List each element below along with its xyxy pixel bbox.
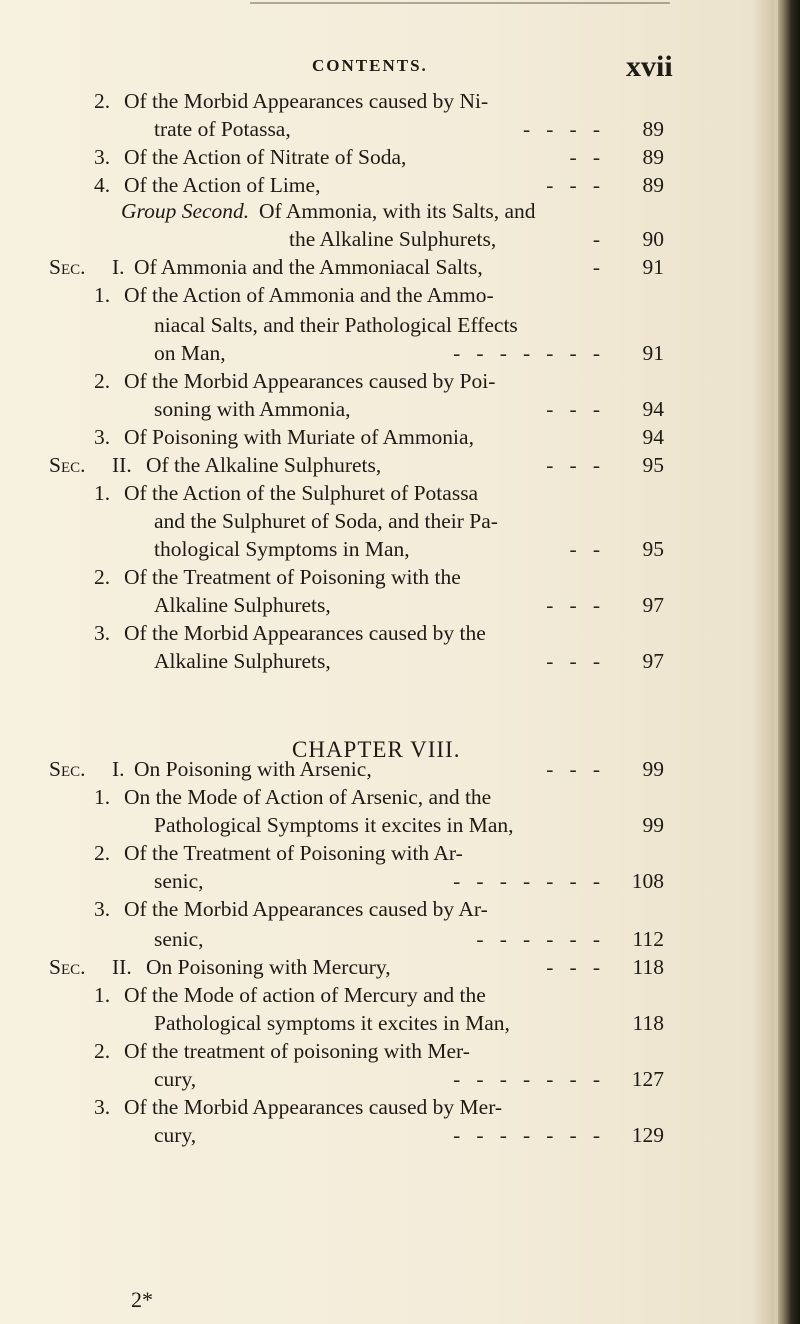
entry-text: Of the Treatment of Poisoning with Ar- [124, 841, 463, 865]
entry-text: Pathological symptoms it excites in Man, [154, 1011, 510, 1035]
entry-text: on Man, [154, 341, 226, 365]
dot-leader: - - - [546, 173, 600, 197]
entry-text: and the Sulphuret of Soda, and their Pa- [154, 509, 498, 533]
running-title: CONTENTS. [312, 56, 428, 75]
entry-text: Alkaline Sulphurets, [154, 649, 331, 673]
entry-number: 1. [94, 283, 111, 307]
dot-leader: - - - [546, 397, 600, 421]
page-reference: 129 [631, 1123, 664, 1147]
page-number: xvii [626, 50, 673, 83]
page-reference: 118 [632, 1011, 664, 1035]
page-reference: 127 [631, 1067, 664, 1091]
entry-text: Of the Treatment of Poisoning with the [124, 565, 461, 589]
entry-text: Of the Morbid Appearances caused by the [124, 621, 486, 645]
entry-text: Of the Mode of action of Mercury and the [124, 983, 486, 1007]
entry-text: Of the Action of Nitrate of Soda, [124, 145, 407, 169]
page-reference: 91 [642, 255, 664, 279]
entry-text: senic, [154, 869, 204, 893]
dot-leader: - - - - [522, 117, 600, 141]
group-label: Group Second. [121, 199, 250, 223]
toc-entry [0, 366, 800, 396]
entry-text: Of the Action of Ammonia and the Ammo- [124, 283, 494, 307]
toc-entry [0, 1036, 800, 1066]
toc-entry [0, 394, 800, 424]
toc-entry [0, 310, 800, 340]
section-roman-numeral: II. [112, 453, 132, 477]
toc-entry [0, 618, 800, 648]
entry-number: 1. [94, 983, 111, 1007]
entry-text: senic, [154, 927, 204, 951]
entry-number: 2. [94, 89, 111, 113]
toc-entry [0, 196, 800, 226]
toc-entry [0, 980, 800, 1010]
top-rule [250, 2, 670, 4]
toc-entry [0, 450, 800, 480]
entry-text: trate of Potassa, [154, 117, 291, 141]
entry-text: Of the Morbid Appearances caused by Poi- [124, 369, 496, 393]
dot-leader: - - [569, 537, 600, 561]
dot-leader: - - - - - - - [453, 1123, 600, 1147]
dot-leader: - [592, 227, 600, 251]
page-reference: 118 [632, 955, 664, 979]
toc-entry [0, 1092, 800, 1122]
toc-entry [0, 952, 800, 982]
page-reference: 89 [642, 173, 664, 197]
toc-entry [0, 224, 800, 254]
page-reference: 108 [631, 869, 664, 893]
toc-entry [0, 114, 800, 144]
entry-text: thological Symptoms in Man, [154, 537, 410, 561]
dot-leader: - - - - - - [476, 927, 600, 951]
entry-text: Of the Morbid Appearances caused by Mer- [124, 1095, 503, 1119]
dot-leader: - - - - - - - [453, 869, 600, 893]
section-roman-numeral: II. [112, 955, 132, 979]
page-reference: 91 [642, 341, 664, 365]
entry-text: Of Ammonia and the Ammoniacal Salts, [134, 255, 483, 279]
toc-entry [0, 422, 800, 452]
page-reference: 94 [642, 397, 664, 421]
entry-number: 2. [94, 565, 111, 589]
toc-entry [0, 924, 800, 954]
entry-number: 3. [94, 621, 111, 645]
page-reference: 89 [642, 145, 664, 169]
section-roman-numeral: I. [112, 757, 125, 781]
page-reference: 89 [642, 117, 664, 141]
toc-entry [0, 534, 800, 564]
entry-text: Of the Alkaline Sulphurets, [146, 453, 382, 477]
entry-number: 3. [94, 897, 111, 921]
toc-entry [0, 1008, 800, 1038]
section-label: Sec. [49, 255, 86, 279]
toc-entry [0, 866, 800, 896]
page-reference: 97 [642, 593, 664, 617]
entry-text: cury, [154, 1067, 197, 1091]
entry-text: Of Poisoning with Muriate of Ammonia, [124, 425, 474, 449]
entry-text: Of the treatment of poisoning with Mer- [124, 1039, 470, 1063]
page-reference: 94 [642, 425, 664, 449]
dot-leader: - - - - - - - [453, 1067, 600, 1091]
toc-entry [0, 894, 800, 924]
toc-entry [0, 338, 800, 368]
entry-number: 2. [94, 369, 111, 393]
entry-number: 3. [94, 1095, 111, 1119]
entry-text: On Poisoning with Arsenic, [134, 757, 372, 781]
entry-text: Of the Morbid Appearances caused by Ni- [124, 89, 489, 113]
dot-leader: - - - [546, 593, 600, 617]
dot-leader: - - - [546, 649, 600, 673]
entry-text: Of Ammonia, with its Salts, and [259, 199, 536, 223]
section-label: Sec. [49, 453, 86, 477]
entry-text: cury, [154, 1123, 197, 1147]
section-roman-numeral: I. [112, 255, 125, 279]
page-reference: 95 [642, 453, 664, 477]
entry-text: On Poisoning with Mercury, [146, 955, 391, 979]
entry-number: 2. [94, 841, 111, 865]
entry-number: 3. [94, 145, 111, 169]
entry-number: 2. [94, 1039, 111, 1063]
toc-entry [0, 838, 800, 868]
toc-entry [0, 506, 800, 536]
entry-number: 1. [94, 785, 111, 809]
dot-leader: - - - [546, 955, 600, 979]
entry-text: Of the Action of the Sulphuret of Potassa [124, 481, 479, 505]
toc-entry [0, 478, 800, 508]
toc-entry [0, 1064, 800, 1094]
dot-leader: - - [569, 145, 600, 169]
page-reference: 90 [642, 227, 664, 251]
dot-leader: - - - [546, 453, 600, 477]
toc-entry [0, 86, 800, 116]
page-reference: 99 [642, 813, 664, 837]
entry-number: 4. [94, 173, 111, 197]
dot-leader: - [592, 255, 600, 279]
entry-number: 3. [94, 425, 111, 449]
entry-text: On the Mode of Action of Arsenic, and the [124, 785, 492, 809]
toc-entry [0, 252, 800, 282]
entry-text: Of the Morbid Appearances caused by Ar- [124, 897, 488, 921]
toc-entry [0, 1120, 800, 1150]
section-label: Sec. [49, 757, 86, 781]
entry-text: soning with Ammonia, [154, 397, 351, 421]
signature-mark: 2* [131, 1287, 153, 1312]
page-reference: 112 [632, 927, 664, 951]
toc-entry [0, 810, 800, 840]
toc-entry [0, 142, 800, 172]
toc-entry [0, 280, 800, 310]
toc-entry [0, 562, 800, 592]
entry-number: 1. [94, 481, 111, 505]
dot-leader: - - - - - - - [453, 341, 600, 365]
entry-text: niacal Salts, and their Pathological Effects [154, 313, 518, 337]
page-reference: 97 [642, 649, 664, 673]
section-label: Sec. [49, 955, 86, 979]
entry-text: Of the Action of Lime, [124, 173, 321, 197]
toc-entry [0, 646, 800, 676]
page-reference: 99 [642, 757, 664, 781]
entry-text: Alkaline Sulphurets, [154, 593, 331, 617]
toc-entry [0, 590, 800, 620]
dot-leader: - - - [546, 757, 600, 781]
chapter-heading: CHAPTER VIII. [292, 737, 461, 762]
toc-entry [0, 782, 800, 812]
entry-text: Pathological Symptoms it excites in Man, [154, 813, 514, 837]
entry-text: the Alkaline Sulphurets, [289, 227, 497, 251]
page-reference: 95 [642, 537, 664, 561]
